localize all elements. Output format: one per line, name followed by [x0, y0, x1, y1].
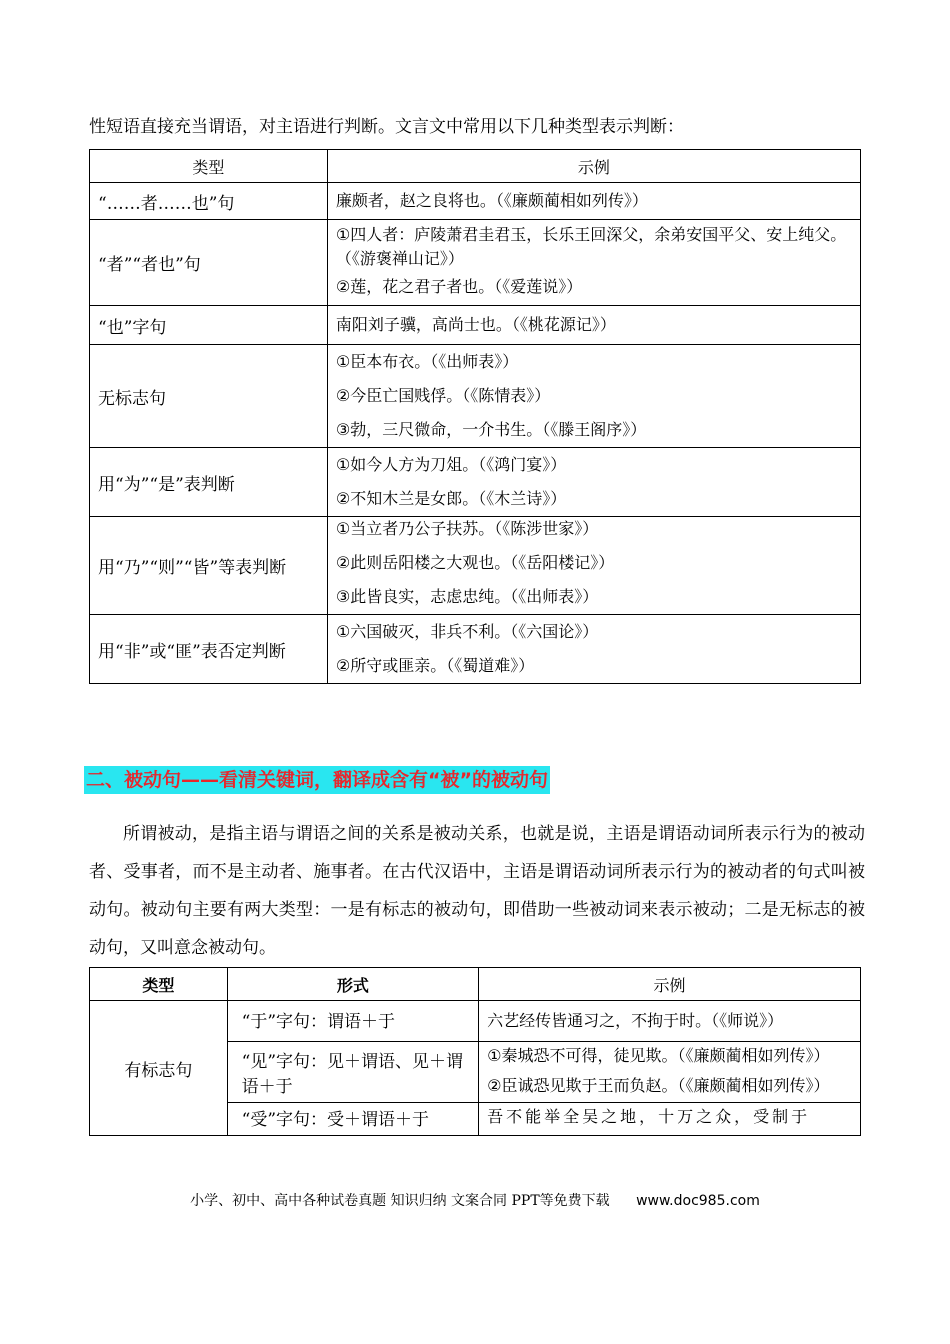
row-examples [327, 183, 860, 220]
row-type: 用“乃”“则”“皆”等表判断 [90, 517, 328, 615]
example-line: ②此则岳阳楼之大观也。（《岳阳楼记》） [335, 553, 615, 572]
row-examples [327, 220, 860, 306]
row-type: “……者……也”句 [90, 183, 328, 220]
example-line: ①四人者：庐陵萧君圭君玉，长乐王回深父，余弟安国平父、安上纯父。（《游褒禅山记》） [335, 225, 847, 268]
table-header-row [90, 968, 861, 1001]
example-line: ①如今人方为刀俎。（《鸿门宴》） [335, 455, 567, 474]
example-line: ②莲，花之君子者也。（《爱莲说》） [335, 277, 583, 296]
category-cell: 有标志句 [90, 1001, 228, 1136]
row-examples [327, 517, 860, 615]
header-form: 形式 [227, 968, 478, 1001]
row-form: “于”字句：谓语＋于 [227, 1001, 478, 1042]
example-line: ②臣诚恐见欺于王而负赵。（《廉颇蔺相如列传》） [487, 1076, 830, 1095]
judgment-sentence-table [89, 149, 861, 684]
header-type: 类型 [90, 968, 228, 1001]
section-heading: 二、被动句——看清关键词，翻译成含有“被”的被动句 [84, 766, 550, 794]
row-examples [479, 1103, 861, 1136]
example-line: 六艺经传皆通习之，不拘于时。（《师说》） [487, 1011, 784, 1030]
page-footer [0, 1191, 950, 1211]
body-paragraph: 所谓被动，是指主语与谓语之间的关系是被动关系，也就是说，主语是谓语动词所表示行为的被动者、受事者，而不是主动者、施事者。在古代汉语中，主语是谓语动词所表示行为的被动者的句式叫被动句。被动句主要有两大类型：一是有标志的被动句，即借助一些被动词来表示被动；二是无标志的被动句，又叫意念被动句。 [89, 824, 865, 958]
row-examples [479, 1001, 861, 1042]
table-row [90, 448, 861, 517]
example-line: 南阳刘子骥，高尚士也。（《桃花源记》） [335, 315, 616, 334]
row-examples [327, 345, 860, 448]
table-row [90, 183, 861, 220]
row-type: 用“非”或“匪”表否定判断 [90, 615, 328, 684]
row-examples [327, 615, 860, 684]
table-row [90, 615, 861, 684]
example-line: ①当立者乃公子扶苏。（《陈涉世家》） [335, 519, 599, 538]
row-form: “受”字句：受＋谓语＋于 [227, 1103, 478, 1136]
example-line: ③此皆良实，志虑忠纯。（《出师表》） [335, 587, 599, 606]
table-row [90, 517, 861, 615]
table-row [90, 345, 861, 448]
row-type: “也”字句 [90, 306, 328, 345]
table-row [90, 1001, 861, 1042]
row-type: 用“为”“是”表判断 [90, 448, 328, 517]
example-line: ③勃，三尺微命，一介书生。（《滕王阁序》） [335, 420, 647, 439]
header-example: 示例 [327, 150, 860, 183]
example-line: 吾不能举全吴之地，十万之众，受制于 [487, 1107, 811, 1126]
example-line: ②今臣亡国贱俘。（《陈情表》） [335, 386, 551, 405]
footer-text: 小学、初中、高中各种试卷真题 知识归纳 文案合同 PPT等免费下载 [190, 1193, 610, 1209]
table-row [90, 306, 861, 345]
passive-sentence-table [89, 967, 861, 1136]
footer-site: www.doc985.com [636, 1193, 760, 1209]
example-line: ②不知木兰是女郎。（《木兰诗》） [335, 489, 567, 508]
example-line: ①臣本布衣。（《出师表》） [335, 352, 519, 371]
table-row [90, 220, 861, 306]
row-type: 无标志句 [90, 345, 328, 448]
intro-text: 性短语直接充当谓语，对主语进行判断。文言文中常用以下几种类型表示判断： [89, 117, 684, 137]
row-examples [327, 306, 860, 345]
example-line: ②所守或匪亲。（《蜀道难》） [335, 656, 535, 675]
table-header-row [90, 150, 861, 183]
row-examples [327, 448, 860, 517]
row-type: “者”“者也”句 [90, 220, 328, 306]
row-form: “见”字句：见＋谓语、见＋谓语＋于 [227, 1042, 478, 1103]
example-line: ①秦城恐不可得，徒见欺。（《廉颇蔺相如列传》） [487, 1046, 830, 1065]
header-type: 类型 [90, 150, 328, 183]
example-line: ①六国破灭，非兵不利。（《六国论》） [335, 622, 599, 641]
row-examples [479, 1042, 861, 1103]
header-example: 示例 [479, 968, 861, 1001]
example-line: 廉颇者，赵之良将也。（《廉颇蔺相如列传》） [335, 191, 648, 210]
